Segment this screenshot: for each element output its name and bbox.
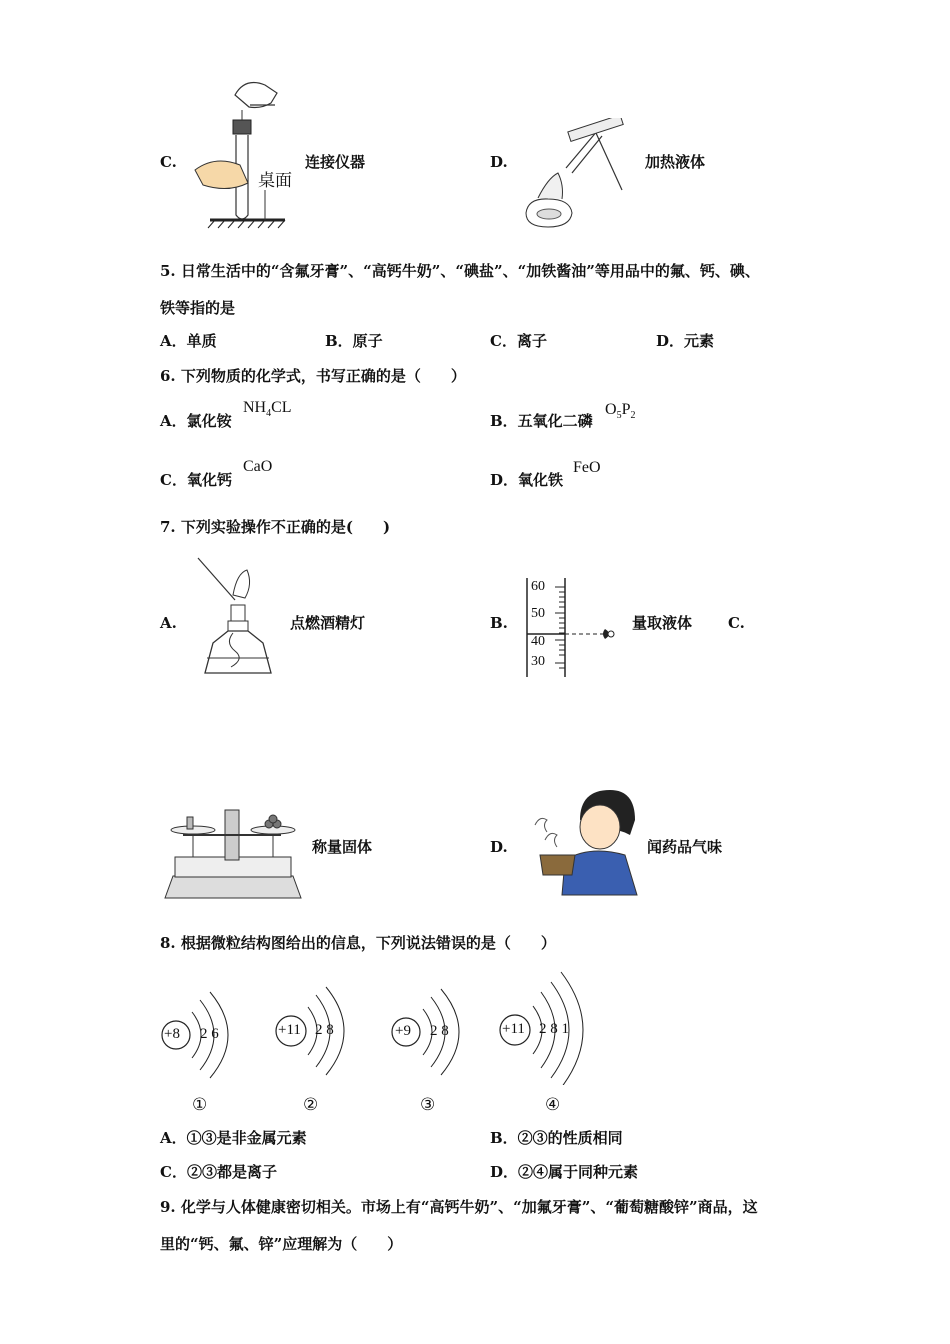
atom-1-electrons: 2 6: [200, 1026, 219, 1042]
atom-structure-1: [160, 990, 250, 1085]
atom-2-nucleus: +11: [278, 1022, 301, 1038]
q7-option-d-label: D.: [490, 838, 508, 856]
atom-1-label: ①: [192, 1095, 208, 1114]
q7-option-d-text: 闻药品气味: [647, 838, 723, 856]
heat-liquid-image: [518, 118, 638, 233]
q6-option-a: A．氯化铵: [160, 412, 232, 430]
desk-label: 桌面: [258, 171, 292, 190]
q5-stem-line2: 铁等指的是: [160, 299, 236, 317]
q7-option-c-text: 称量固体: [312, 838, 373, 856]
atom-4-nucleus: +11: [502, 1021, 525, 1037]
alcohol-lamp-image: [195, 555, 280, 680]
q6-formula-c: CaO: [243, 458, 273, 475]
atom-2-label: ②: [303, 1095, 319, 1114]
q6-option-c: C．氧化钙: [160, 471, 232, 489]
q5-stem-line1: 5. 日常生活中的“含氟牙膏”、“高钙牛奶”、“碘盐”、“加铁酱油”等用品中的氟、钙、碘、: [160, 262, 760, 280]
atom-3-electrons: 2 8: [430, 1023, 449, 1039]
graduated-cylinder-image: [523, 575, 623, 680]
q8-option-d: D．②④属于同种元素: [490, 1163, 639, 1181]
atom-3-label: ③: [420, 1095, 436, 1114]
q6-option-b: B．五氧化二磷: [490, 412, 593, 430]
q6-stem: 6. 下列物质的化学式，书写正确的是（ ）: [160, 367, 466, 385]
atom-1-nucleus: +8: [164, 1026, 180, 1042]
q8-option-c: C．②③都是离子: [160, 1163, 277, 1181]
q8-option-a: A．①③是非金属元素: [160, 1129, 307, 1147]
balance-scale-image: [163, 805, 303, 900]
connect-apparatus-image: [190, 75, 300, 230]
tick-label-30: 30: [531, 654, 545, 669]
q6-formula-b: $O_5P_2$: [605, 401, 636, 422]
q6-option-d: D．氧化铁: [490, 471, 564, 489]
q5-option-b: B．原子: [325, 332, 383, 350]
atom-2-electrons: 2 8: [315, 1022, 334, 1038]
q9-stem-line2: 里的“钙、氟、锌”应理解为（ ）: [160, 1235, 403, 1253]
q8-stem: 8. 根据微粒结构图给出的信息，下列说法错误的是（ ）: [160, 934, 556, 952]
q7-option-c-label: C.: [728, 614, 745, 632]
atom-structure-4: [497, 970, 607, 1085]
smell-chemical-image: [525, 785, 640, 900]
atom-3-nucleus: +9: [395, 1023, 411, 1039]
q4-option-c-label: C.: [160, 153, 177, 171]
q6-formula-d: FeO: [573, 459, 601, 476]
q4-option-d-text: 加热液体: [645, 153, 706, 171]
q8-option-b: B．②③的性质相同: [490, 1129, 623, 1147]
q9-stem-line1: 9. 化学与人体健康密切相关。市场上有“高钙牛奶”、“加氟牙膏”、“葡萄糖酸锌”商品，这: [160, 1198, 758, 1216]
atom-4-electrons: 2 8 1: [539, 1021, 569, 1037]
q7-option-a-label: A.: [160, 614, 177, 632]
q7-option-a-text: 点燃酒精灯: [290, 614, 366, 632]
q7-stem: 7. 下列实验操作不正确的是( ): [160, 518, 391, 536]
q5-option-c: C．离子: [490, 332, 547, 350]
q5-option-d: D．元素: [656, 332, 715, 350]
atom-4-label: ④: [545, 1095, 561, 1114]
atom-structure-2: [273, 985, 368, 1085]
q4-option-c-text: 连接仪器: [305, 153, 366, 171]
q6-formula-a: $NH_4CL$: [243, 399, 292, 420]
atom-structure-3: [390, 985, 480, 1085]
tick-label-50: 50: [531, 606, 545, 621]
q7-option-b-label: B.: [490, 614, 508, 632]
q7-option-b-text: 量取液体: [632, 614, 693, 632]
q4-option-d-label: D.: [490, 153, 508, 171]
q5-option-a: A．单质: [160, 332, 217, 350]
tick-label-60: 60: [531, 579, 545, 594]
tick-label-40: 40: [531, 634, 545, 649]
